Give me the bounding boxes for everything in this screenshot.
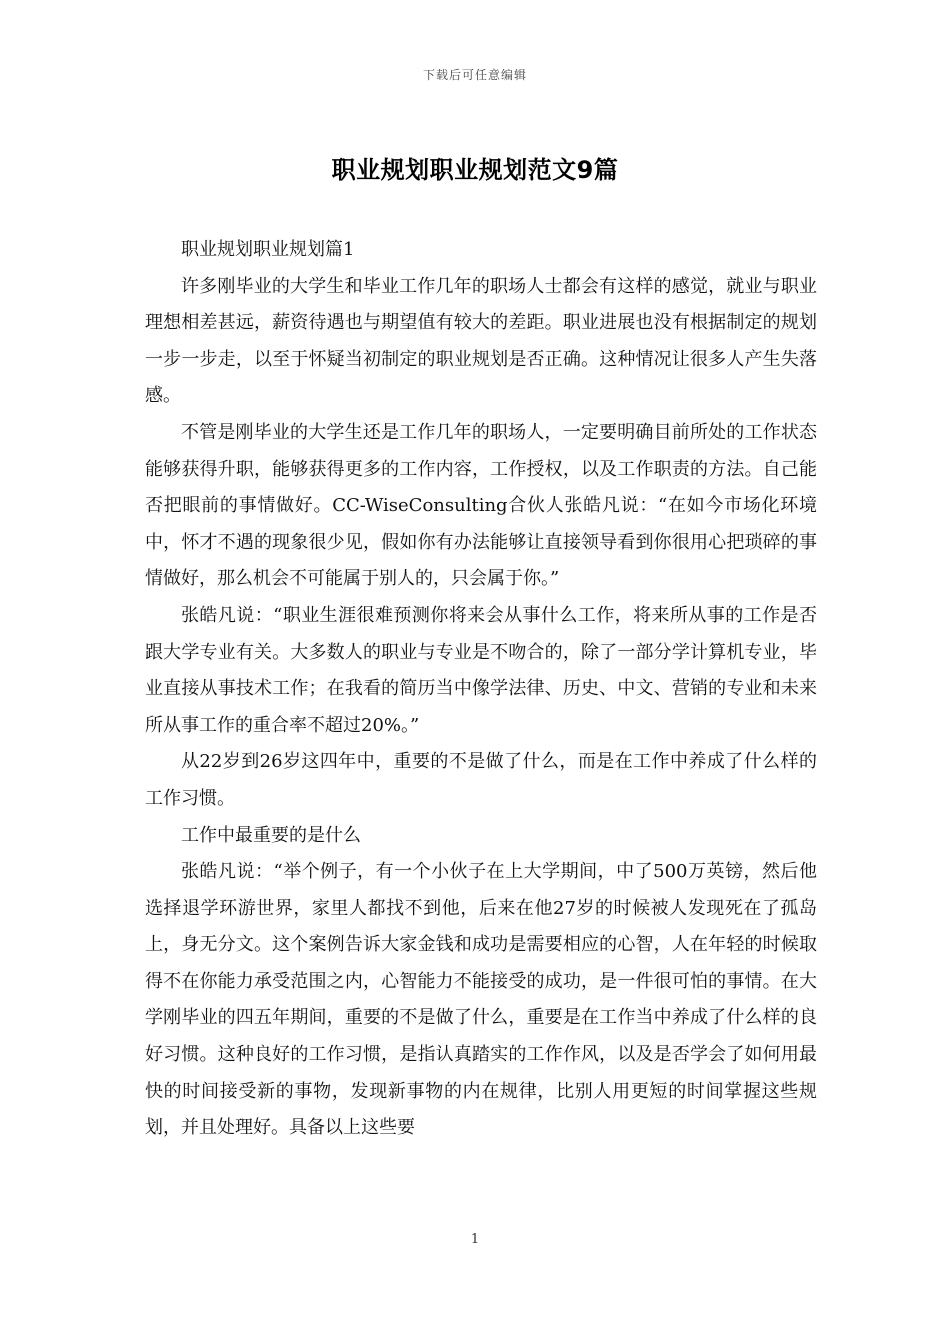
- section-heading: 职业规划职业规划篇1: [181, 239, 355, 260]
- body-paragraph: 从22岁到26岁这四年中，重要的不是做了什么，而是在工作中养成了什么样的工作习惯。: [145, 751, 817, 809]
- body-paragraph: 张皓凡说：“职业生涯很难预测你将来会从事什么工作，将来所从事的工作是否跟大学专业有关。大多数人的职业与专业是不吻合的，除了一部分学计算机专业，毕业直接从事技术工作；在我看的简历当中像学法律、历史、中文、营销的专业和未来所从事工作的重合率不超过20%。”: [145, 604, 817, 736]
- body-paragraph: 许多刚毕业的大学生和毕业工作几年的职场人士都会有这样的感觉，就业与职业理想相差甚远，薪资待遇也与期望值有较大的差距。职业进展也没有根据制定的规划一步一步走，以至于怀疑当初制定的职业规划是否正确。这种情况让很多人产生失落感。: [145, 275, 817, 407]
- document-body: [145, 232, 817, 1147]
- page-number: 1: [470, 1232, 480, 1247]
- page-header: 下载后可任意编辑: [422, 68, 527, 82]
- body-paragraph: 不管是刚毕业的大学生还是工作几年的职场人，一定要明确目前所处的工作状态能够获得升职，能够获得更多的工作内容，工作授权，以及工作职责的方法。自己能否把眼前的事情做好。CC-WiseConsulting合伙人张皓凡说：“在如今市场化环境中，怀才不遇的现象很少见，假如你有办法能够让直接领导看到你很用心把琐碎的事情做好，那么机会不可能属于别人的，只会属于你。”: [145, 421, 817, 590]
- section-heading: 工作中最重要的是什么: [181, 824, 361, 846]
- document-title: 职业规划职业规划范文9篇: [331, 156, 619, 184]
- body-paragraph: 张皓凡说：“举个例子，有一个小伙子在上大学期间，中了500万英镑，然后他选择退学环游世界，家里人都找不到他，后来在他27岁的时候被人发现死在了孤岛上，身无分文。这个案例告诉大家金钱和成功是需要相应的心智，人在年轻的时候取得不在你能力承受范围之内，心智能力不能接受的成功，是一件很可怕的事情。在大学刚毕业的四五年期间，重要的不是做了什么，重要是在工作当中养成了什么样的良好习惯。这种良好的工作习惯，是指认真踏实的工作作风，以及是否学会了如何用最快的时间接受新的事物，发现新事物的内在规律，比别人用更短的时间掌握这些规划，并且处理好。具备以上这些要: [145, 861, 817, 1139]
